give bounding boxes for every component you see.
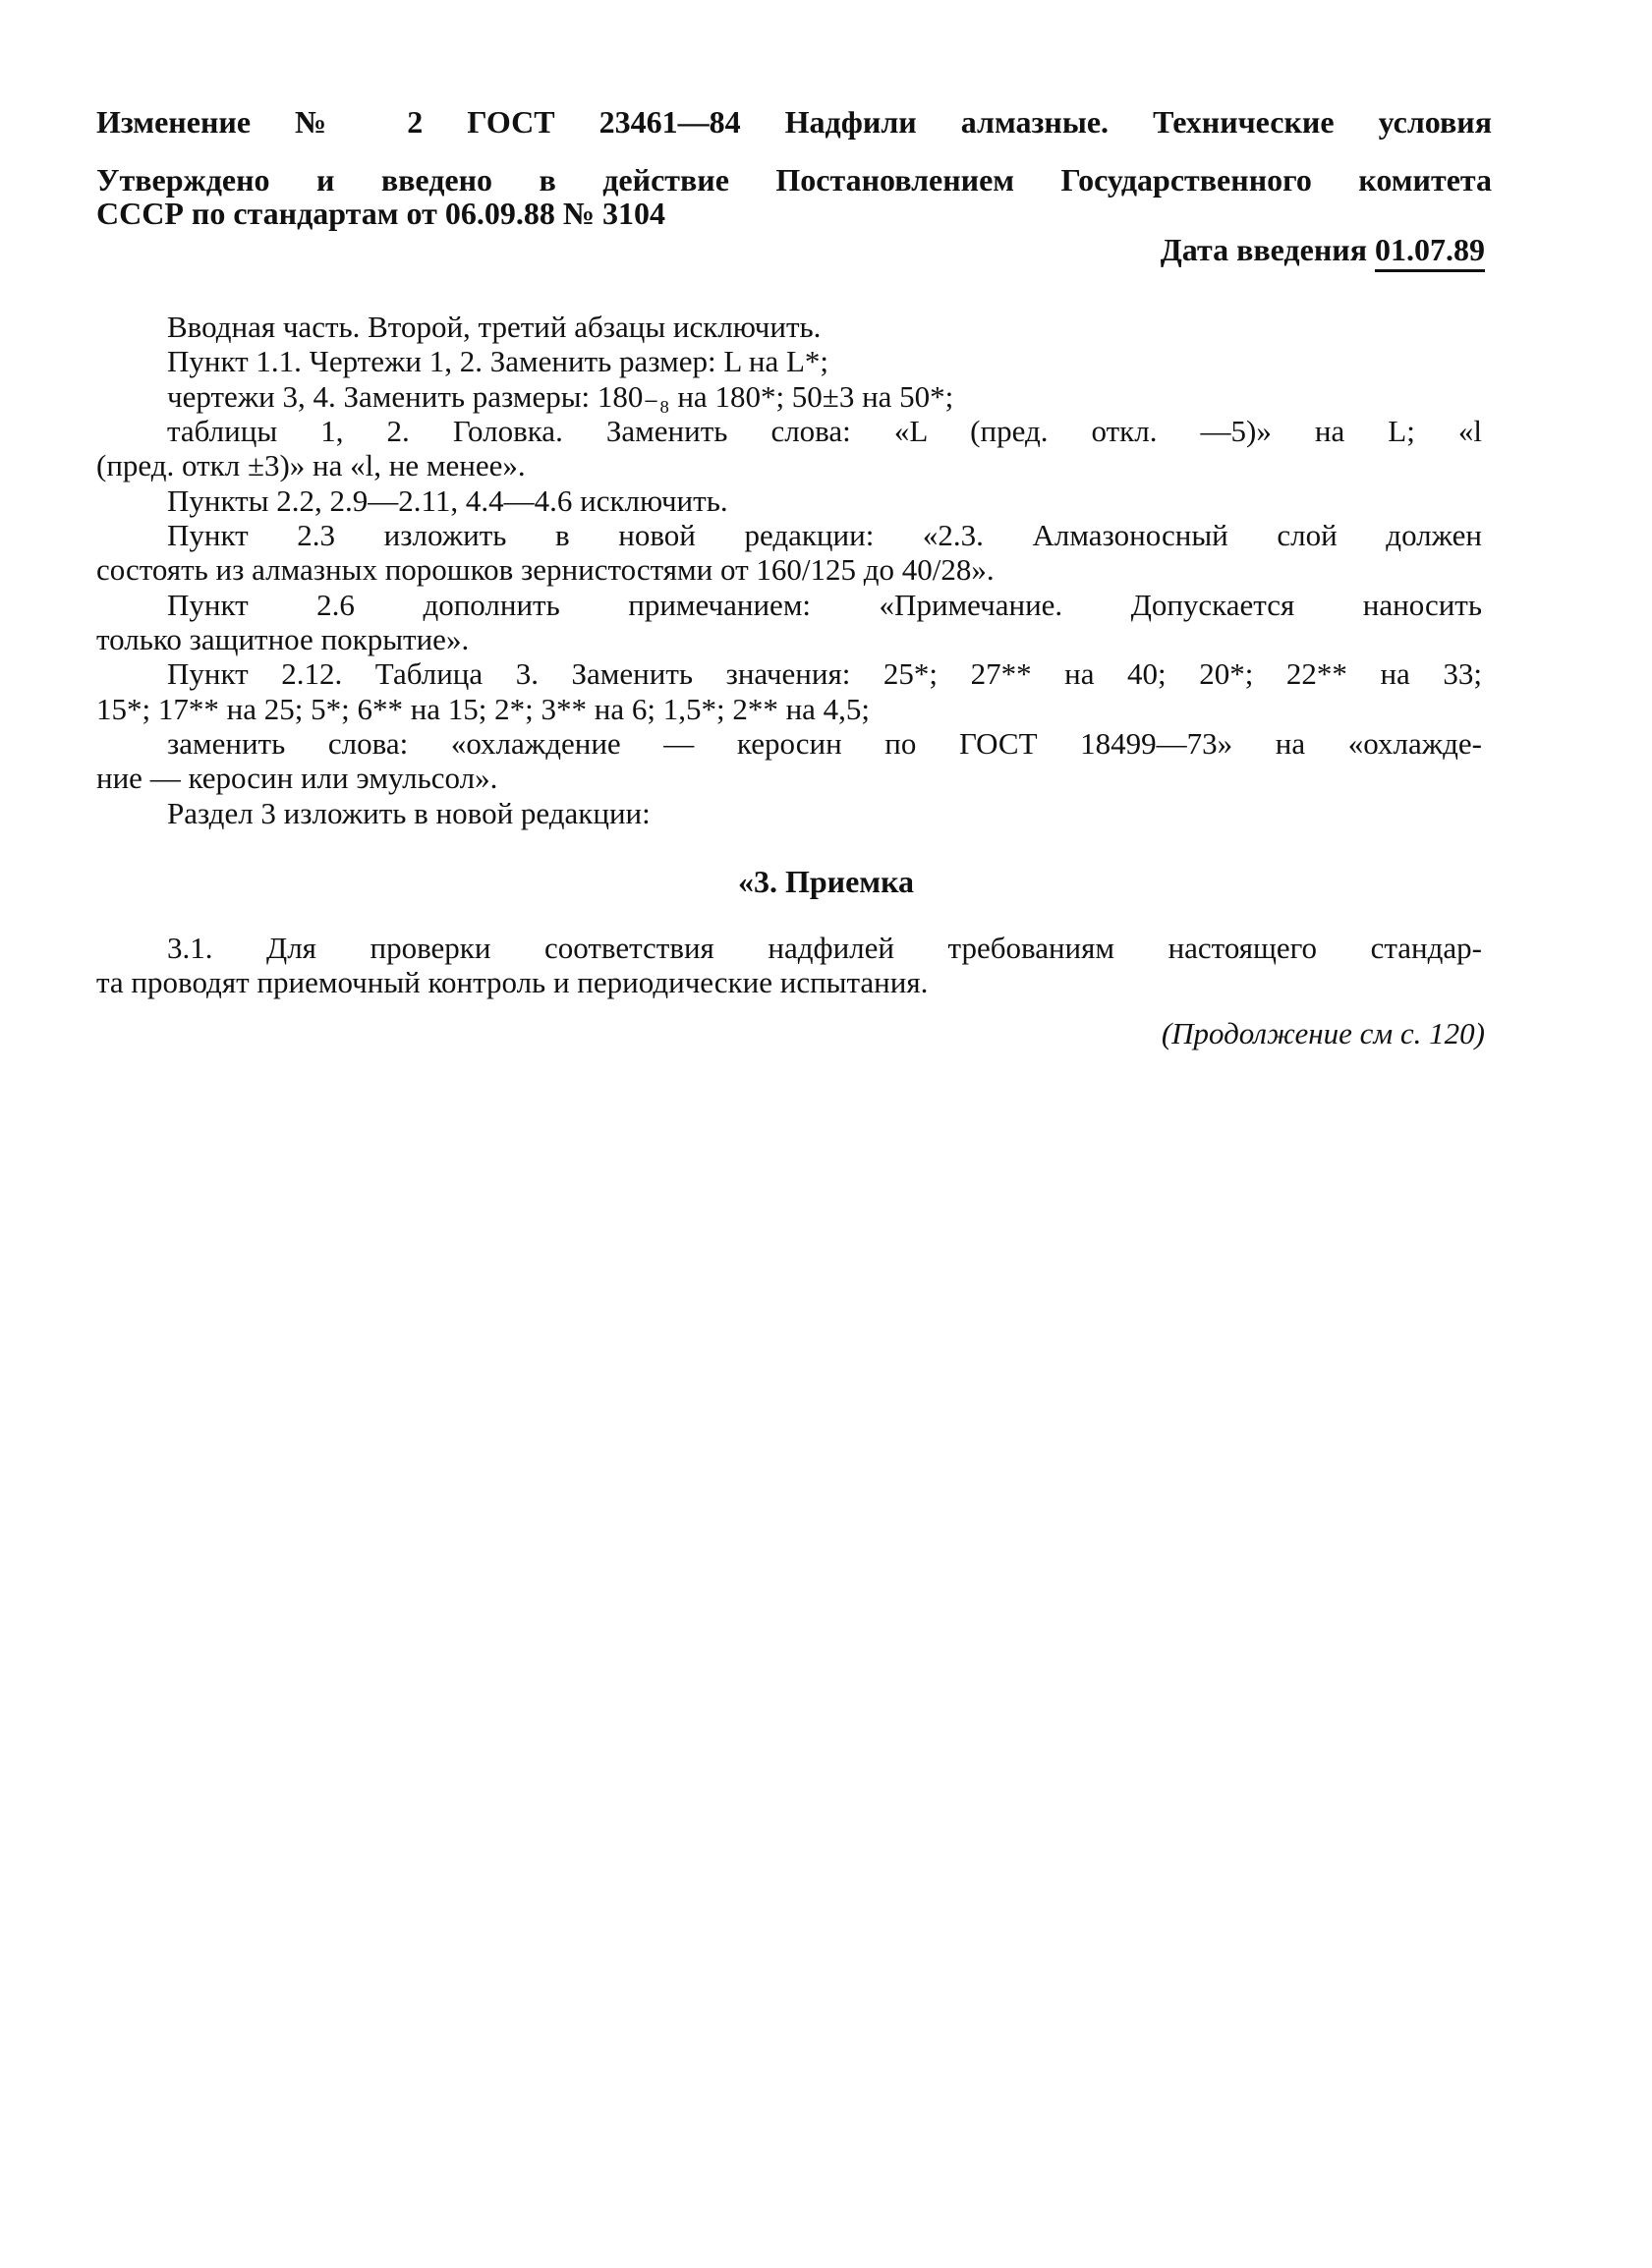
text-line-6: Пункты 2.2, 2.9—2.11, 4.4—4.6 исключить.: [167, 483, 728, 518]
date-value: 01.07.89: [1375, 232, 1485, 272]
approval-line-1: Утверждено и введено в действие Постановлением Государственного комитета: [96, 162, 1492, 198]
text-line-2: Пункт 1.1. Чертежи 1, 2. Заменить размер: L на L*;: [167, 344, 829, 378]
continuation-note: (Продолжение см с. 120): [1161, 1016, 1485, 1050]
text-line-8: состоять из алмазных порошков зернистостями от 160/125 до 40/28».: [96, 552, 995, 587]
text-line-11: Пункт 2.12. Таблица 3. Заменить значения: 25*; 27** на 40; 20*; 22** на 33;: [167, 656, 1482, 691]
text-line-4: таблицы 1, 2. Головка. Заменить слова: «L (пред. откл. —5)» на L; «l: [167, 414, 1482, 448]
section-title: «3. Приемка: [737, 864, 915, 899]
text-line-3: чертежи 3, 4. Заменить размеры: 180₋₈ на 180*; 50±3 на 50*;: [167, 379, 954, 414]
change-title: Изменение № 2 ГОСТ 23461—84 Надфили алмазные. Технические условия: [96, 104, 1492, 140]
text-line-10: только защитное покрытие».: [96, 622, 470, 656]
text-line-7: Пункт 2.3 изложить в новой редакции: «2.3. Алмазоносный слой должен: [167, 518, 1482, 552]
text-line-9: Пункт 2.6 дополнить примечанием: «Примечание. Допускается наносить: [167, 588, 1482, 622]
section-line-2: та проводят приемочный контроль и периодические испытания.: [96, 965, 929, 999]
section-line-1: 3.1. Для проверки соответствия надфилей требованиям настоящего стандар-: [167, 931, 1482, 965]
text-line-14: ние — керосин или эмульсол».: [96, 761, 498, 795]
text-line-12: 15*; 17** на 25; 5*; 6** на 15; 2*; 3** на 6; 1,5*; 2** на 4,5;: [96, 692, 871, 726]
approval-line-2: СССР по стандартам от 06.09.88 № 3104: [96, 196, 665, 231]
text-line-5: (пред. откл ±3)» на «l, не менее».: [96, 448, 526, 482]
date-label: Дата введения: [1160, 232, 1367, 267]
effective-date: [1161, 232, 1485, 267]
text-line-15: Раздел 3 изложить в новой редакции:: [167, 796, 651, 830]
text-line-1: Вводная часть. Второй, третий абзацы исключить.: [167, 310, 822, 344]
text-line-13: заменить слова: «охлаждение — керосин по ГОСТ 18499—73» на «охлажде-: [167, 726, 1482, 761]
